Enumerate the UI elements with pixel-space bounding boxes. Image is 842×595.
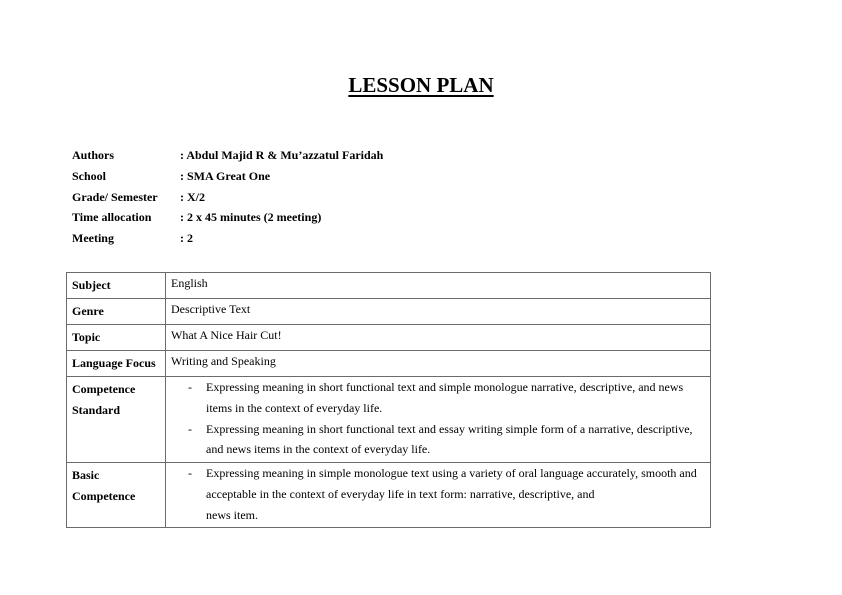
info-label: School [72, 168, 107, 183]
info-label: Grade/ Semester [72, 189, 158, 204]
lesson-plan-table [66, 272, 711, 528]
info-value: : Abdul Majid R & Mu’azzatul Faridah [180, 148, 384, 162]
competence-standard-label [67, 377, 166, 463]
page-title: LESSON PLAN [348, 73, 494, 97]
table-row-topic [67, 325, 711, 351]
info-value: : X/2 [180, 189, 205, 204]
basic-competence-list [171, 463, 705, 505]
competence-standard-list [171, 377, 705, 460]
list-item: - Expressing meaning in short functional text and essay writing simple form of a narrative, descriptive, and news items in the context of everyday life. [206, 419, 705, 461]
info-label: Time allocation [72, 210, 152, 225]
table-row-genre [67, 299, 711, 325]
language-focus-label: Language Focus [67, 351, 166, 377]
info-row-grade-semester [72, 187, 383, 208]
topic-label: Topic [67, 325, 166, 351]
table-row-language-focus [67, 351, 711, 377]
basic-competence-value [166, 463, 711, 528]
info-row-meeting [72, 228, 383, 249]
table-row-subject [67, 273, 711, 299]
table-row-basic-competence [67, 463, 711, 528]
info-row-school [72, 166, 383, 187]
info-value: : SMA Great One [180, 168, 271, 183]
basic-competence-continuation: news item. [206, 507, 258, 522]
language-focus-value: Writing and Speaking [166, 351, 711, 377]
genre-label: Genre [67, 299, 166, 325]
list-item: - Expressing meaning in short functional text and simple monologue narrative, descriptive, and news items in the context of everyday life. [206, 377, 705, 419]
table-row-competence-standard [67, 377, 711, 463]
info-value: : 2 [180, 231, 193, 245]
list-item: - Expressing meaning in simple monologue text using a variety of oral language accurately, smooth and acceptable in the context of everyday life in text form: narrative, descriptive, and [206, 463, 705, 505]
info-label: Meeting [72, 231, 114, 245]
competence-standard-value [166, 377, 711, 463]
genre-value: Descriptive Text [166, 299, 711, 325]
info-row-time-allocation [72, 207, 383, 228]
basic-competence-label-line1: Basic [72, 468, 100, 482]
competence-standard-label-line2: Standard [72, 402, 121, 417]
subject-value: English [166, 273, 711, 299]
info-block [72, 145, 383, 249]
basic-competence-label [67, 463, 166, 528]
topic-value: What A Nice Hair Cut! [166, 325, 711, 351]
info-value: : 2 x 45 minutes (2 meeting) [180, 210, 322, 225]
competence-standard-label-line1: Competence [72, 382, 136, 396]
info-row-authors [72, 145, 383, 166]
subject-label: Subject [67, 273, 166, 299]
basic-competence-label-line2: Competence [72, 488, 136, 503]
info-label: Authors [72, 148, 115, 162]
